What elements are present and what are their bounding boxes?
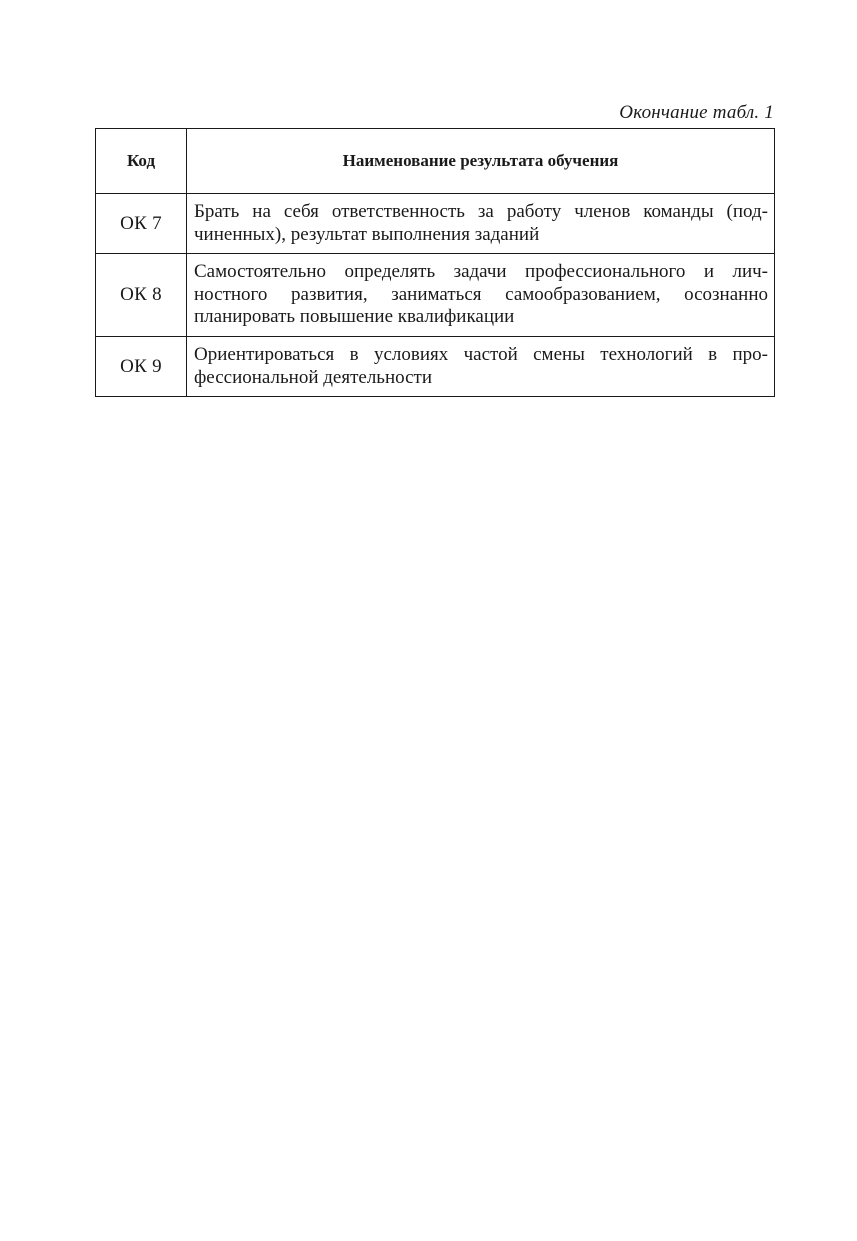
description-line: фессиональной деятельности <box>194 366 433 388</box>
description-line: Самостоятельно определять задачи профессионального и лич- <box>194 261 768 282</box>
row-code: ОК 7 <box>96 194 187 254</box>
row-code: ОК 8 <box>96 254 187 337</box>
row-code: ОК 9 <box>96 337 187 397</box>
description-line: чиненных), результат выполнения заданий <box>194 223 540 245</box>
table-row <box>96 194 775 254</box>
table-row <box>96 337 775 397</box>
description-line: Брать на себя ответственность за работу членов команды (под- <box>194 201 768 222</box>
table-row <box>96 254 775 337</box>
row-description <box>187 194 775 254</box>
description-line: Ориентироваться в условиях частой смены технологий в про- <box>194 344 768 365</box>
learning-results-table <box>95 128 775 397</box>
row-description <box>187 254 775 337</box>
table-continuation-caption: Окончание табл. 1 <box>619 102 774 123</box>
row-description <box>187 337 775 397</box>
description-line: ностного развития, заниматься самообразованием, осознанно <box>194 283 768 305</box>
column-header-code: Код <box>96 129 187 194</box>
table-header-row <box>96 129 775 194</box>
column-header-name: Наименование результата обучения <box>187 129 775 194</box>
description-line: планировать повышение квалификации <box>194 306 515 327</box>
